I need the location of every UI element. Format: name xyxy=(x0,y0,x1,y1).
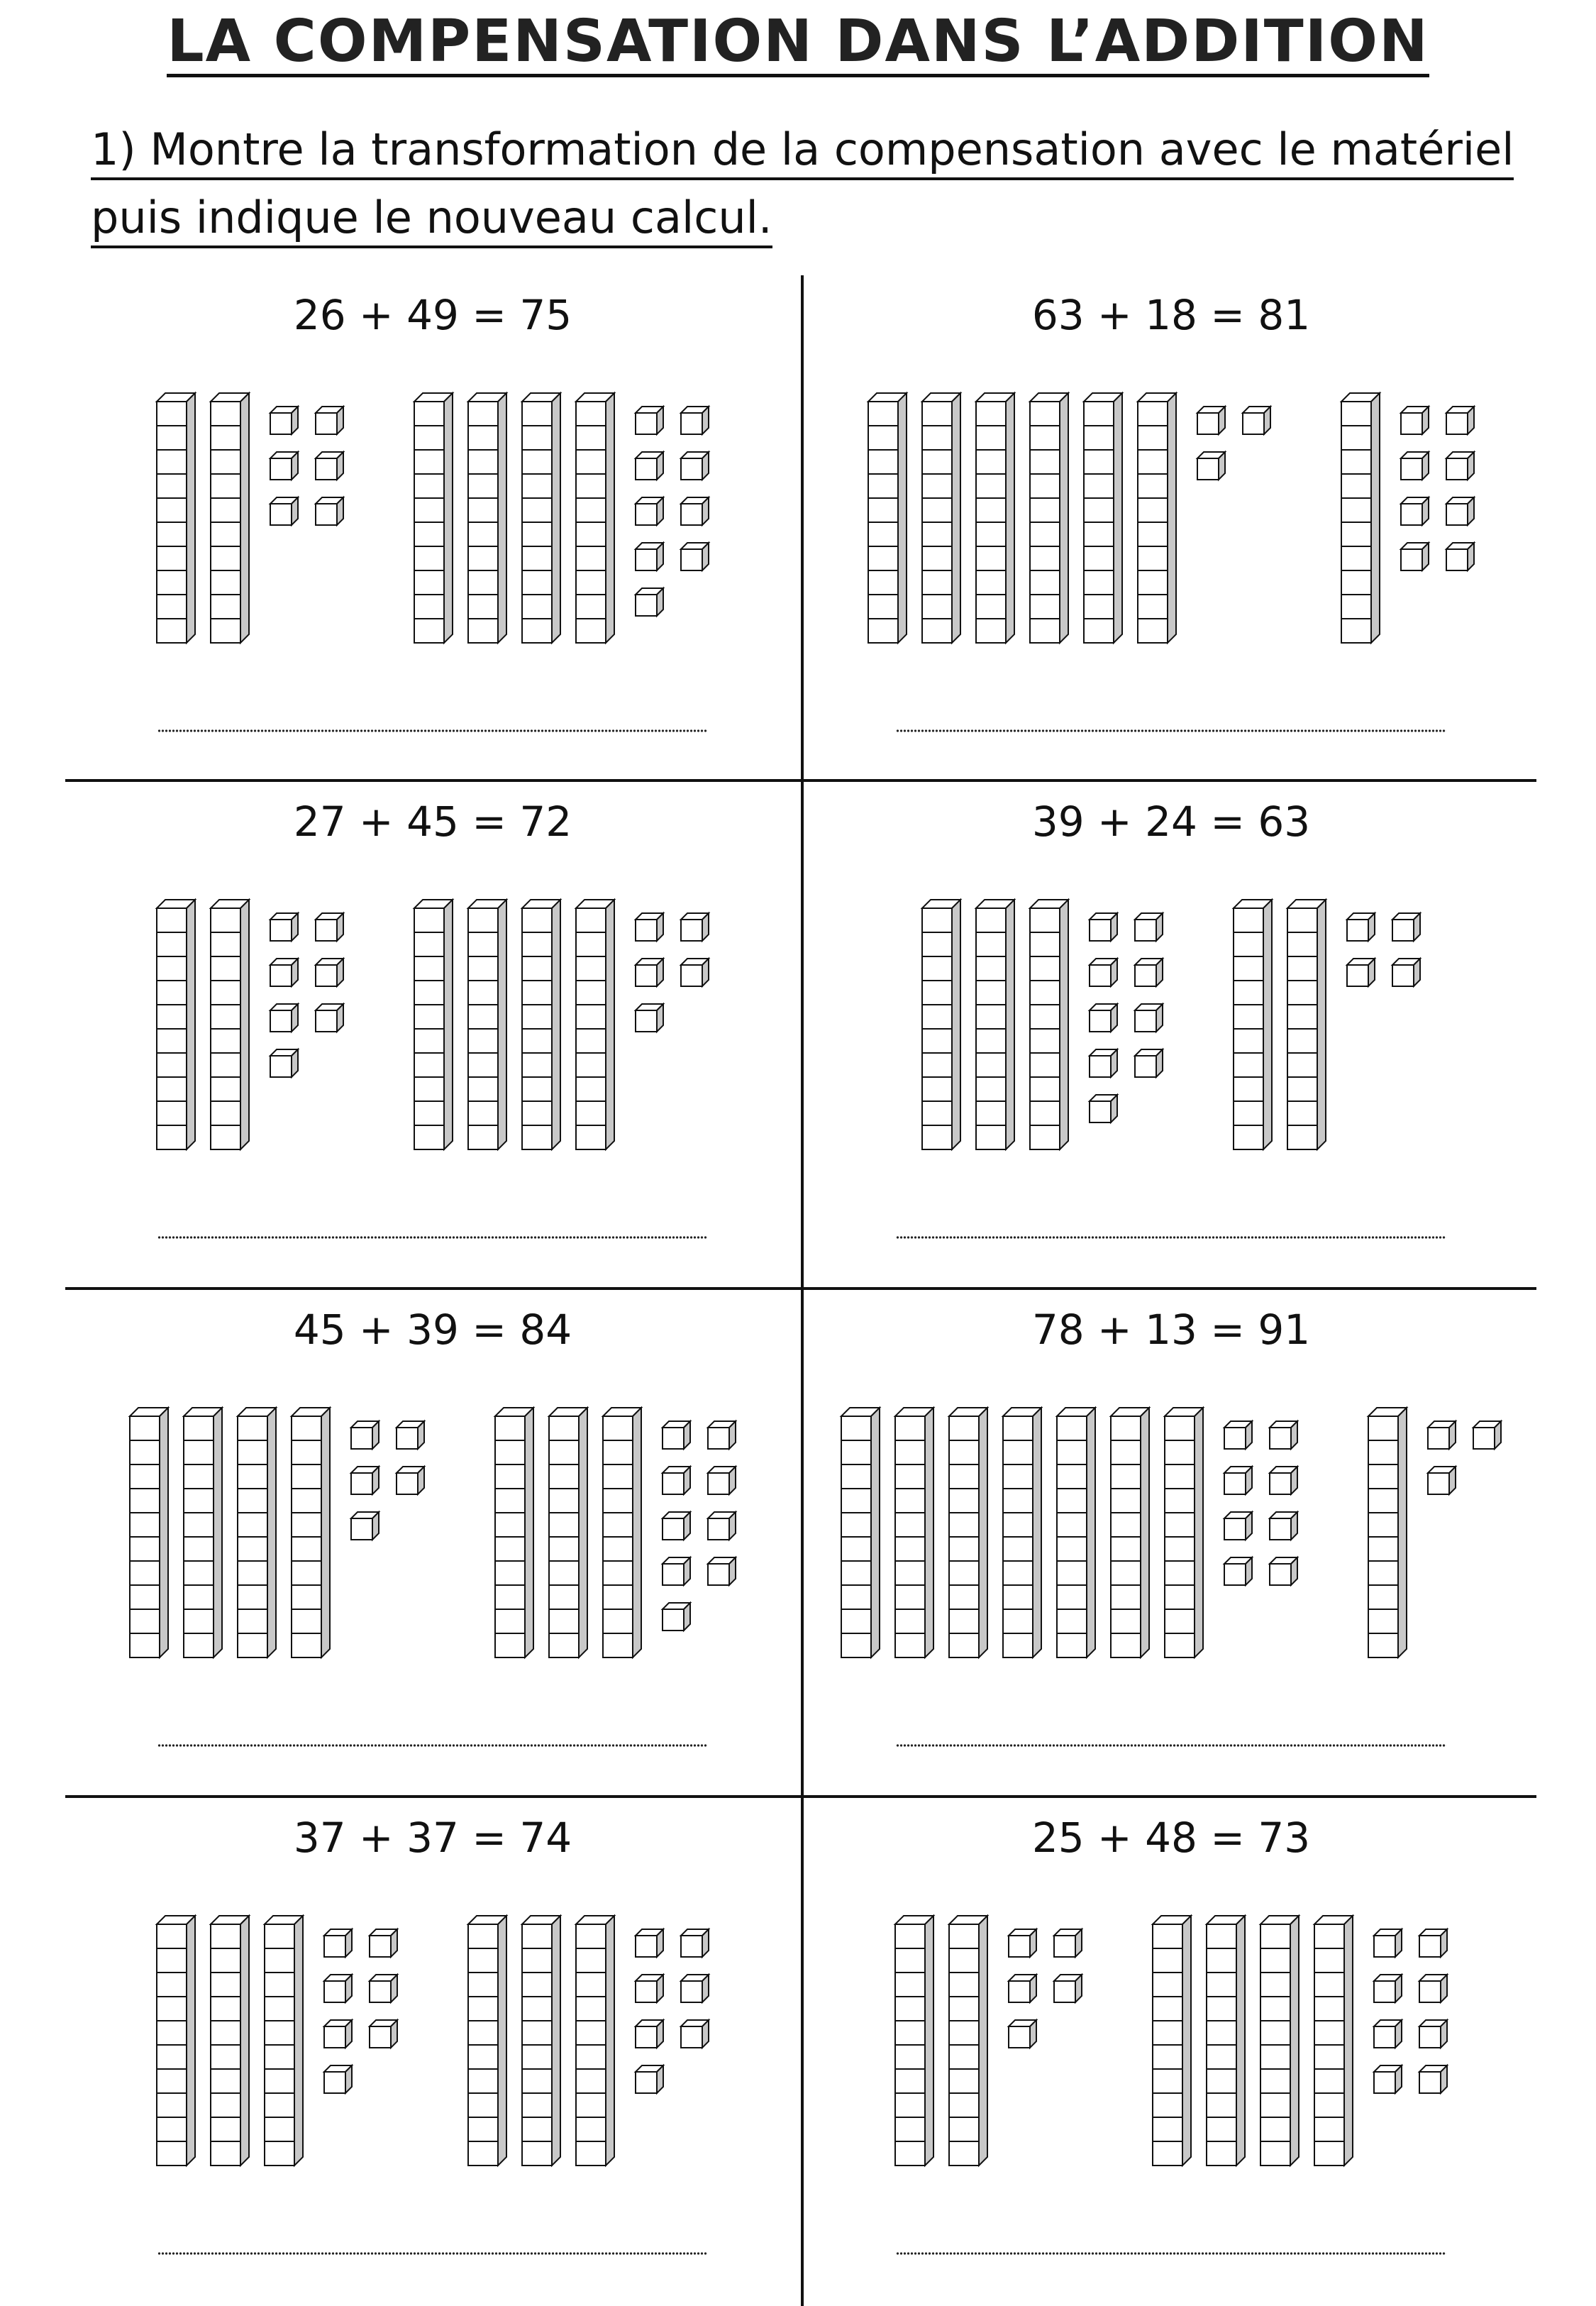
unit-cube xyxy=(1270,1557,1297,1585)
ten-rod xyxy=(157,900,195,1149)
answer-line[interactable] xyxy=(157,728,708,734)
base-ten-blocks xyxy=(804,1290,1539,1795)
unit-cube xyxy=(1392,913,1420,941)
ten-rod xyxy=(976,900,1014,1149)
exercise-equation: 25 + 48 = 73 xyxy=(1031,1814,1311,1862)
unit-cube xyxy=(1243,407,1270,434)
unit-cube xyxy=(708,1467,736,1494)
unit-cube xyxy=(1446,497,1474,525)
unit-cube xyxy=(1270,1467,1297,1494)
ten-rod xyxy=(495,1408,533,1657)
ten-rod xyxy=(949,1916,987,2166)
ten-rod xyxy=(414,393,453,643)
unit-cube xyxy=(270,959,298,986)
unit-cube xyxy=(1374,2020,1402,2048)
base-ten-blocks xyxy=(65,275,800,780)
unit-cube xyxy=(1428,1421,1456,1449)
ten-rod xyxy=(949,1408,987,1657)
ten-rod xyxy=(922,393,960,643)
answer-line[interactable] xyxy=(896,1743,1446,1748)
ten-rod xyxy=(576,1916,614,2166)
ten-rod xyxy=(292,1408,330,1657)
unit-cube xyxy=(1374,1975,1402,2002)
unit-cube xyxy=(1401,452,1429,480)
unit-cube xyxy=(1270,1421,1297,1449)
unit-cube xyxy=(681,913,709,941)
unit-cube xyxy=(1428,1467,1456,1494)
ten-rod xyxy=(1368,1408,1407,1657)
unit-cube xyxy=(270,1049,298,1077)
ten-rod xyxy=(522,1916,560,2166)
ten-rod xyxy=(468,393,506,643)
answer-line[interactable] xyxy=(896,2251,1446,2256)
unit-cube xyxy=(351,1421,379,1449)
base-ten-blocks xyxy=(65,1290,800,1795)
unit-cube xyxy=(1374,2065,1402,2093)
ten-rod xyxy=(1165,1408,1203,1657)
unit-cube xyxy=(636,2065,663,2093)
unit-cube xyxy=(1135,959,1163,986)
ten-rod xyxy=(576,393,614,643)
unit-cube xyxy=(1090,913,1117,941)
ten-rod xyxy=(1341,393,1380,643)
unit-cube xyxy=(270,497,298,525)
unit-cube xyxy=(663,1512,690,1540)
unit-cube xyxy=(1090,1049,1117,1077)
unit-cube xyxy=(351,1467,379,1494)
exercise-equation: 78 + 13 = 91 xyxy=(1031,1306,1311,1354)
ten-rod xyxy=(522,393,560,643)
unit-cube xyxy=(316,1004,343,1032)
unit-cube xyxy=(1401,407,1429,434)
unit-cube xyxy=(681,959,709,986)
unit-cube xyxy=(1197,452,1225,480)
unit-cube xyxy=(663,1603,690,1631)
unit-cube xyxy=(636,452,663,480)
base-ten-blocks xyxy=(804,1798,1539,2303)
unit-cube xyxy=(324,2020,352,2048)
ten-rod xyxy=(549,1408,587,1657)
exercise-equation: 63 + 18 = 81 xyxy=(1031,291,1311,339)
unit-cube xyxy=(1090,1004,1117,1032)
ten-rod xyxy=(157,393,195,643)
ten-rod xyxy=(1111,1408,1149,1657)
unit-cube xyxy=(1135,1004,1163,1032)
unit-cube xyxy=(1392,959,1420,986)
unit-cube xyxy=(1446,543,1474,570)
ten-rod xyxy=(1030,900,1068,1149)
page-title: LA COMPENSATION DANS L’ADDITION xyxy=(0,13,1596,77)
answer-line[interactable] xyxy=(896,1235,1446,1240)
exercise-equation: 45 + 39 = 84 xyxy=(293,1306,572,1354)
exercise-cell xyxy=(804,275,1539,780)
exercise-equation: 37 + 37 = 74 xyxy=(293,1814,572,1862)
unit-cube xyxy=(681,2020,709,2048)
ten-rod xyxy=(1030,393,1068,643)
unit-cube xyxy=(1009,2020,1036,2048)
ten-rod xyxy=(1234,900,1272,1149)
unit-cube xyxy=(1054,1975,1082,2002)
exercise-cell xyxy=(804,782,1539,1287)
ten-rod xyxy=(1207,1916,1245,2166)
instruction-line-1: 1) Montre la transformation de la compensation avec le matériel xyxy=(91,122,1514,180)
ten-rod xyxy=(238,1408,276,1657)
ten-rod xyxy=(1138,393,1176,643)
unit-cube xyxy=(1347,959,1375,986)
unit-cube xyxy=(1054,1929,1082,1957)
exercise-cell xyxy=(804,1290,1539,1795)
unit-cube xyxy=(681,543,709,570)
unit-cube xyxy=(370,1929,397,1957)
unit-cube xyxy=(1224,1512,1252,1540)
unit-cube xyxy=(681,1975,709,2002)
ten-rod xyxy=(1057,1408,1095,1657)
base-ten-blocks xyxy=(65,782,800,1287)
ten-rod xyxy=(1314,1916,1353,2166)
ten-rod xyxy=(468,1916,506,2166)
base-ten-blocks xyxy=(804,275,1539,780)
unit-cube xyxy=(351,1512,379,1540)
unit-cube xyxy=(636,1975,663,2002)
unit-cube xyxy=(1419,2065,1447,2093)
unit-cube xyxy=(1446,407,1474,434)
unit-cube xyxy=(316,959,343,986)
unit-cube xyxy=(1473,1421,1501,1449)
answer-line[interactable] xyxy=(157,1235,708,1240)
unit-cube xyxy=(270,1004,298,1032)
unit-cube xyxy=(370,1975,397,2002)
exercise-cell xyxy=(65,782,800,1287)
unit-cube xyxy=(1347,913,1375,941)
ten-rod xyxy=(922,900,960,1149)
ten-rod xyxy=(895,1408,933,1657)
unit-cube xyxy=(636,1004,663,1032)
ten-rod xyxy=(1260,1916,1299,2166)
unit-cube xyxy=(324,1929,352,1957)
unit-cube xyxy=(636,1929,663,1957)
unit-cube xyxy=(636,543,663,570)
ten-rod xyxy=(1003,1408,1041,1657)
instruction-line-2: puis indique le nouveau calcul. xyxy=(91,190,772,248)
answer-line[interactable] xyxy=(896,728,1446,734)
unit-cube xyxy=(316,452,343,480)
unit-cube xyxy=(316,497,343,525)
ten-rod xyxy=(1084,393,1122,643)
unit-cube xyxy=(324,1975,352,2002)
unit-cube xyxy=(636,2020,663,2048)
unit-cube xyxy=(316,407,343,434)
unit-cube xyxy=(663,1421,690,1449)
unit-cube xyxy=(681,452,709,480)
base-ten-blocks xyxy=(65,1798,800,2303)
ten-rod xyxy=(976,393,1014,643)
answer-line[interactable] xyxy=(157,1743,708,1748)
exercise-equation: 27 + 45 = 72 xyxy=(293,798,572,846)
unit-cube xyxy=(1224,1557,1252,1585)
exercise-cell xyxy=(65,275,800,780)
exercise-cell xyxy=(65,1798,800,2303)
unit-cube xyxy=(636,959,663,986)
unit-cube xyxy=(1224,1421,1252,1449)
unit-cube xyxy=(1009,1975,1036,2002)
unit-cube xyxy=(708,1512,736,1540)
exercise-cell xyxy=(65,1290,800,1795)
unit-cube xyxy=(708,1421,736,1449)
unit-cube xyxy=(1224,1467,1252,1494)
unit-cube xyxy=(636,407,663,434)
unit-cube xyxy=(1135,1049,1163,1077)
unit-cube xyxy=(1401,543,1429,570)
unit-cube xyxy=(708,1557,736,1585)
exercise-equation: 26 + 49 = 75 xyxy=(293,291,572,339)
unit-cube xyxy=(681,497,709,525)
unit-cube xyxy=(316,913,343,941)
unit-cube xyxy=(681,1929,709,1957)
ten-rod xyxy=(1287,900,1326,1149)
unit-cube xyxy=(636,588,663,616)
ten-rod xyxy=(868,393,907,643)
unit-cube xyxy=(1374,1929,1402,1957)
unit-cube xyxy=(681,407,709,434)
ten-rod xyxy=(211,393,249,643)
ten-rod xyxy=(895,1916,933,2166)
ten-rod xyxy=(157,1916,195,2166)
unit-cube xyxy=(1419,1929,1447,1957)
ten-rod xyxy=(184,1408,222,1657)
ten-rod xyxy=(841,1408,880,1657)
unit-cube xyxy=(1270,1512,1297,1540)
unit-cube xyxy=(1135,913,1163,941)
exercise-cell xyxy=(804,1798,1539,2303)
exercise-equation: 39 + 24 = 63 xyxy=(1031,798,1311,846)
ten-rod xyxy=(603,1408,641,1657)
unit-cube xyxy=(270,407,298,434)
unit-cube xyxy=(663,1467,690,1494)
ten-rod xyxy=(130,1408,168,1657)
unit-cube xyxy=(1197,407,1225,434)
unit-cube xyxy=(663,1557,690,1585)
unit-cube xyxy=(1419,2020,1447,2048)
unit-cube xyxy=(1446,452,1474,480)
unit-cube xyxy=(1419,1975,1447,2002)
unit-cube xyxy=(270,452,298,480)
unit-cube xyxy=(397,1421,424,1449)
ten-rod xyxy=(522,900,560,1149)
unit-cube xyxy=(1401,497,1429,525)
unit-cube xyxy=(397,1467,424,1494)
unit-cube xyxy=(636,913,663,941)
base-ten-blocks xyxy=(804,782,1539,1287)
unit-cube xyxy=(324,2065,352,2093)
ten-rod xyxy=(414,900,453,1149)
ten-rod xyxy=(1153,1916,1191,2166)
ten-rod xyxy=(211,1916,249,2166)
ten-rod xyxy=(211,900,249,1149)
answer-line[interactable] xyxy=(157,2251,708,2256)
unit-cube xyxy=(636,497,663,525)
unit-cube xyxy=(1009,1929,1036,1957)
unit-cube xyxy=(270,913,298,941)
ten-rod xyxy=(265,1916,303,2166)
unit-cube xyxy=(370,2020,397,2048)
unit-cube xyxy=(1090,959,1117,986)
ten-rod xyxy=(576,900,614,1149)
ten-rod xyxy=(468,900,506,1149)
unit-cube xyxy=(1090,1095,1117,1122)
